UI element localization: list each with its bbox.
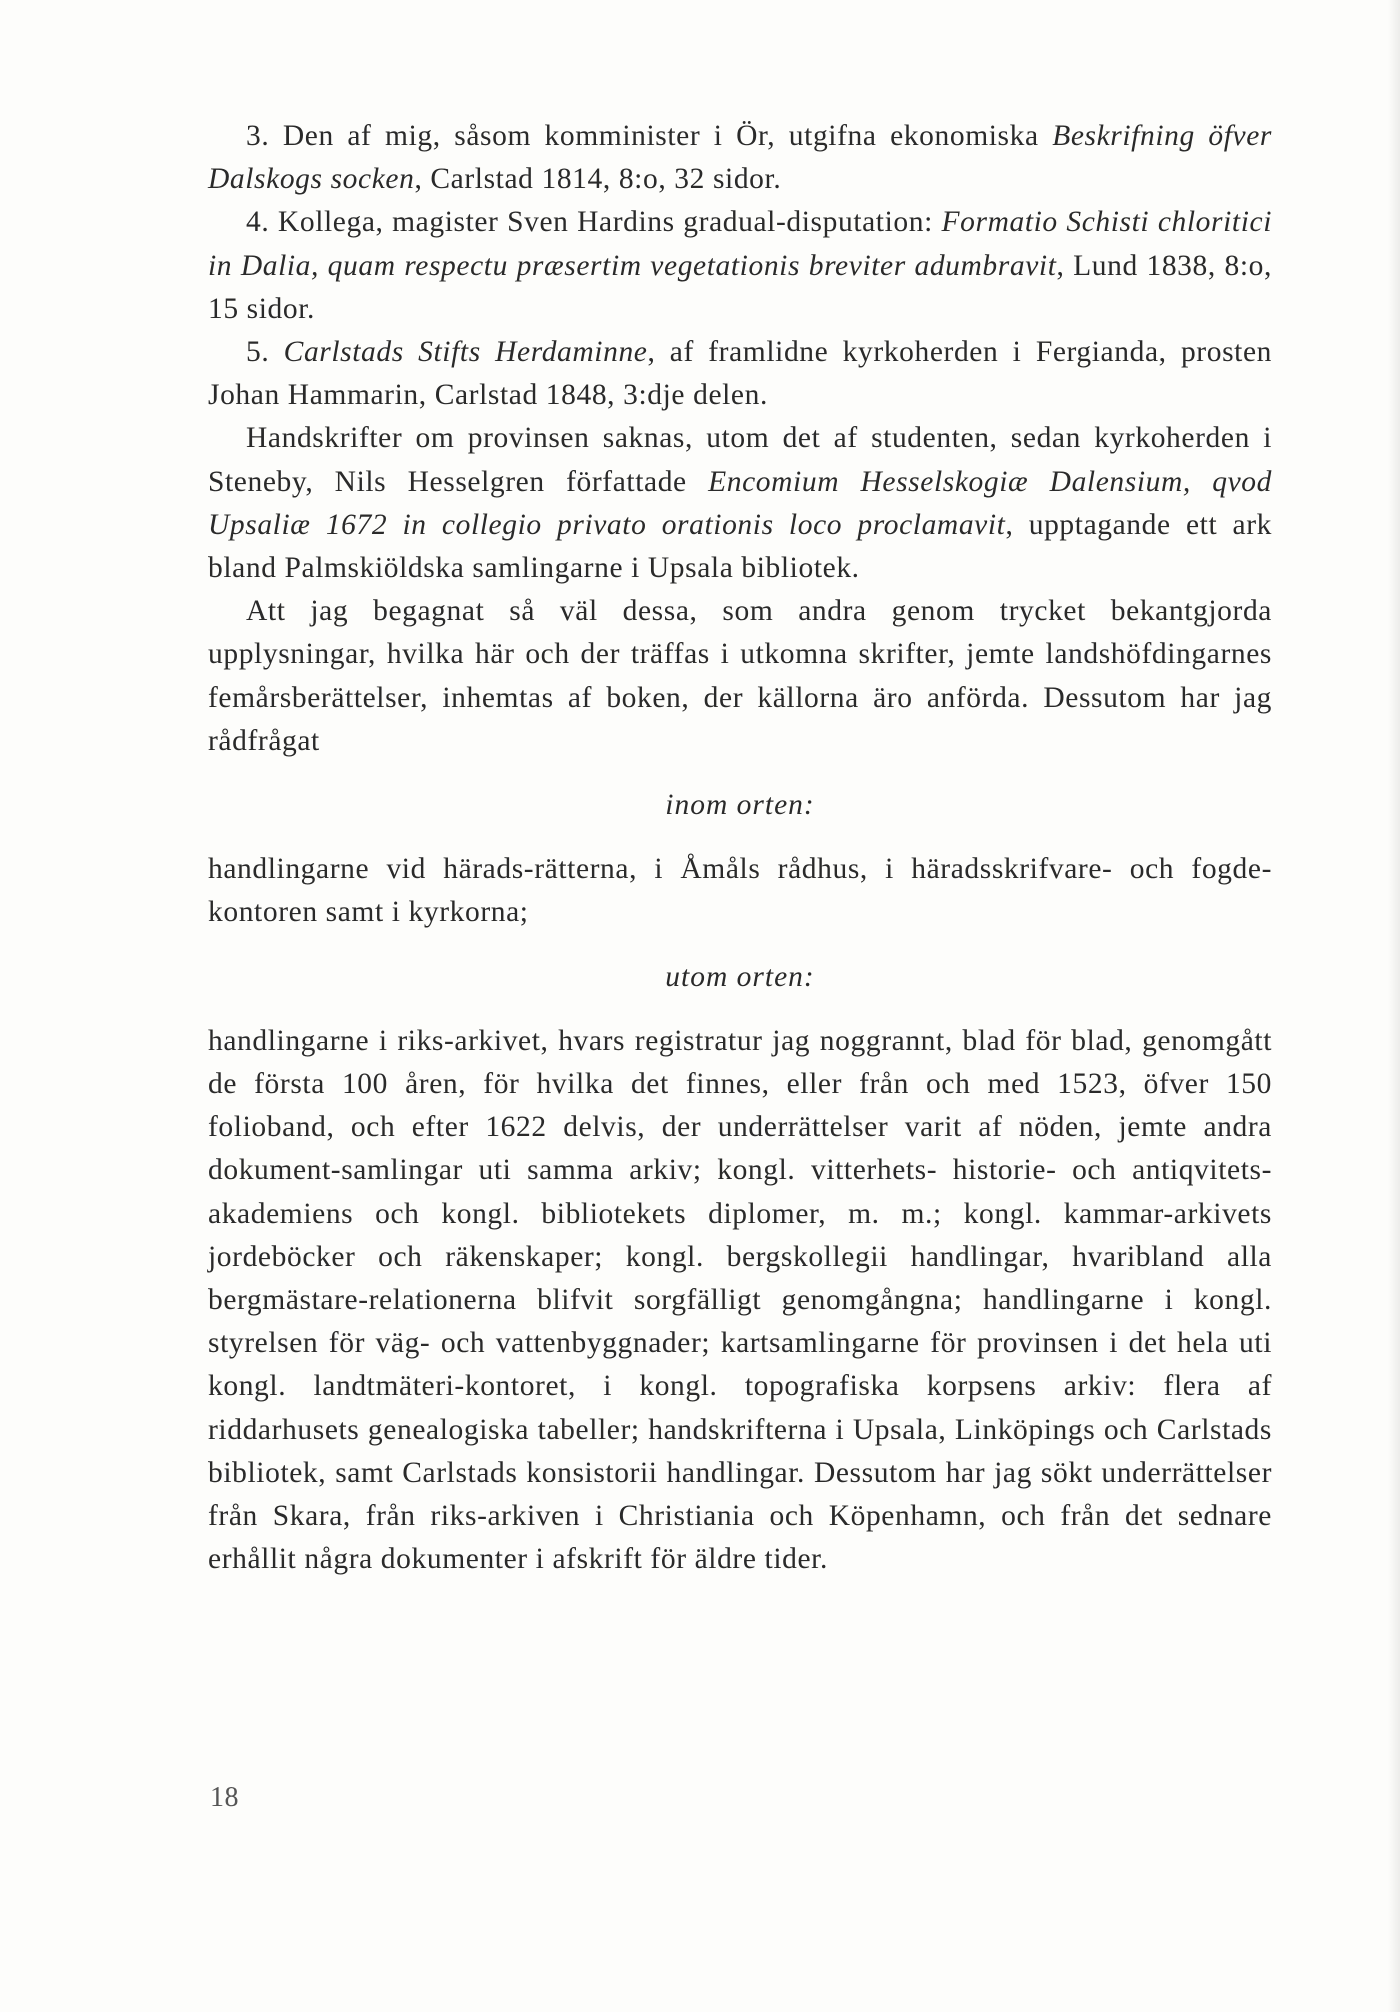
item-4-rest: , Lund 1838, 8:o, 15 sidor. — [208, 249, 1272, 325]
paragraph-item-4 — [208, 201, 1272, 331]
spacer — [208, 935, 1272, 956]
spacer — [208, 999, 1272, 1020]
subheading-inom-orten: inom orten: — [665, 789, 815, 822]
item-5-rest: , af framlidne kyrkoherden i Fergianda, prosten Johan Hammarin, Carlstad 1848, 3:dje delen. — [208, 336, 1272, 412]
page-body — [208, 115, 1272, 1582]
item-3-text: 3. Den af mig, såsom komminister i Ör, utgifna ekonomiska — [246, 120, 1053, 152]
item-4-title: Formatio Schisti chloritici in Dalia, quam respectu præsertim vegetationis breviter adumbravit — [208, 206, 1272, 282]
paragraph-item-5 — [208, 331, 1272, 417]
manuscripts-text: Handskrifter om provinsen saknas, utom det af studenten, sedan kyrkoherden i Steneby, Nils Hesselgren författade — [208, 422, 1272, 498]
manuscripts-rest: , upptagande ett ark bland Palmskiöldska samlingarne i Upsala bibliotek. — [208, 508, 1272, 585]
item-5-title: Carlstads Stifts Herdaminne — [283, 336, 648, 369]
paragraph-local-sources: handlingarne vid härads-rätterna, i Åmåls rådhus, i häradsskrifvare- och fogde-kontoren samt i kyrkorna; — [208, 853, 1272, 929]
spacer — [208, 827, 1272, 848]
paragraph-manuscripts — [208, 417, 1272, 590]
item-3-title: Beskrifning öfver Dalskogs socken — [208, 120, 1272, 196]
item-3-rest: , Carlstad 1814, 8:o, 32 sidor. — [414, 163, 782, 196]
page-edge — [1388, 0, 1400, 2012]
item-5-number: 5. — [246, 336, 284, 369]
paragraph-item-3 — [208, 115, 1272, 201]
spacer — [208, 763, 1272, 784]
paragraph-sources: Att jag begagnat så väl dessa, som andra genom trycket bekantgjorda upplysningar, hvilka här och der träffas i utkomna skrifter, jemte landshöfdingarnes femårsberättelser, inhemtas af boken, der källorna äro anförda. Dessutom har jag rådfrågat — [208, 595, 1272, 757]
paragraph-external-sources: handlingarne i riks-arkivet, hvars registratur jag noggrannt, blad för blad, genomgått de första 100 åren, för hvilka det finnes, eller från och med 1523, öfver 150 folioband, och efter 1622 delvis, der underrättelser varit af nöden, jemte andra dokument-samlingar uti samma arkiv; kongl. vitterhets- historie- och antiqvitets-akademiens och kongl. bibliotekets diplomer, m. m.; kongl. kammar-arkivets jordeböcker och räkenskaper; kongl. bergskollegii handlingar, hvaribland alla bergmästare-relationerna blifvit sorgfälligt genomgångna; handlingarne i kongl. styrelsen för väg- och vattenbyggnader; kartsamlingarne för provinsen i det hela uti kongl. landtmäteri-kontoret, i kongl. topografiska korpsens arkiv: flera af riddarhusets genealogiska tabeller; handskrifterna i Upsala, Linköpings och Carlstads bibliotek, samt Carlstads konsistorii handlingar. Dessutom har jag sökt underrättelser från Skara, från riks-arkiven i Christiania och Köpenhamn, och från det sednare erhållit några dokumenter i afskrift för äldre tider. — [208, 1024, 1272, 1576]
page-number: 18 — [210, 1782, 239, 1813]
item-4-text: 4. Kollega, magister Sven Hardins gradual-disputation: — [246, 206, 942, 239]
subheading-utom-orten: utom orten: — [665, 960, 815, 993]
manuscripts-title: Encomium Hesselskogiæ Dalensium, qvod Upsaliæ 1672 in collegio privato orationis loco proclamavit — [208, 465, 1273, 541]
